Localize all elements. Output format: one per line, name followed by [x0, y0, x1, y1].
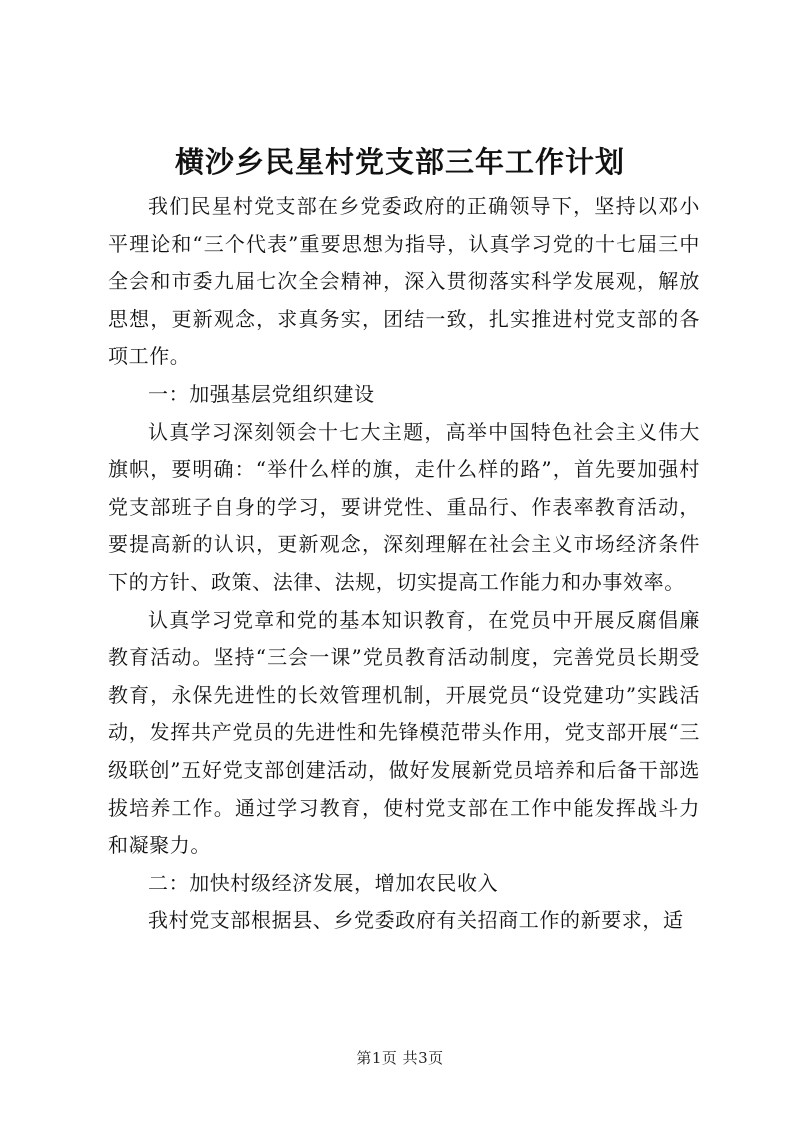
section-heading-2: 二：加快村级经济发展，增加农民收入: [148, 870, 499, 895]
paragraph-3: 我村党支部根据县、乡党委政府有关招商工作的新要求，适: [148, 908, 684, 933]
paragraph-1: 认真学习深刻领会十七大主题，高举中国特色社会主义伟大旗帜，要明确：“举什么样的旗，走什么样的路”，首先要加强村党支部班子自身的学习，要讲党性、重品行、作表率教育活动，要提高新的认识，更新观念，深刻理解在社会主义市场经济条件下的方针、政策、法律、法规，切实提高工作能力和办事效率。: [108, 419, 700, 594]
section-heading-1: 一：加强基层党组织建设: [148, 381, 375, 406]
document-title: 横沙乡民星村党支部三年工作计划: [174, 145, 625, 179]
document-body: [108, 188, 700, 940]
paragraph-2: 认真学习党章和党的基本知识教育，在党员中开展反腐倡廉教育活动。坚持“三会一课”党员教育活动制度，完善党员长期受教育，永保先进性的长效管理机制，开展党员“设党建功”实践活动，发挥共产党员的先进性和先锋模范带头作用，党支部开展“三级联创”五好党支部创建活动，做好发展新党员培养和后备干部选拔培养工作。通过学习教育，使村党支部在工作中能发挥战斗力和凝聚力。: [108, 607, 700, 858]
page-number-footer: 第1页 共3页: [356, 1049, 444, 1067]
paragraph-intro: 我们民星村党支部在乡党委政府的正确领导下，坚持以邓小平理论和“三个代表”重要思想为指导，认真学习党的十七届三中全会和市委九届七次全会精神，深入贯彻落实科学发展观，解放思想，更新观念，求真务实，团结一致，扎实推进村党支部的各项工作。: [108, 194, 700, 369]
